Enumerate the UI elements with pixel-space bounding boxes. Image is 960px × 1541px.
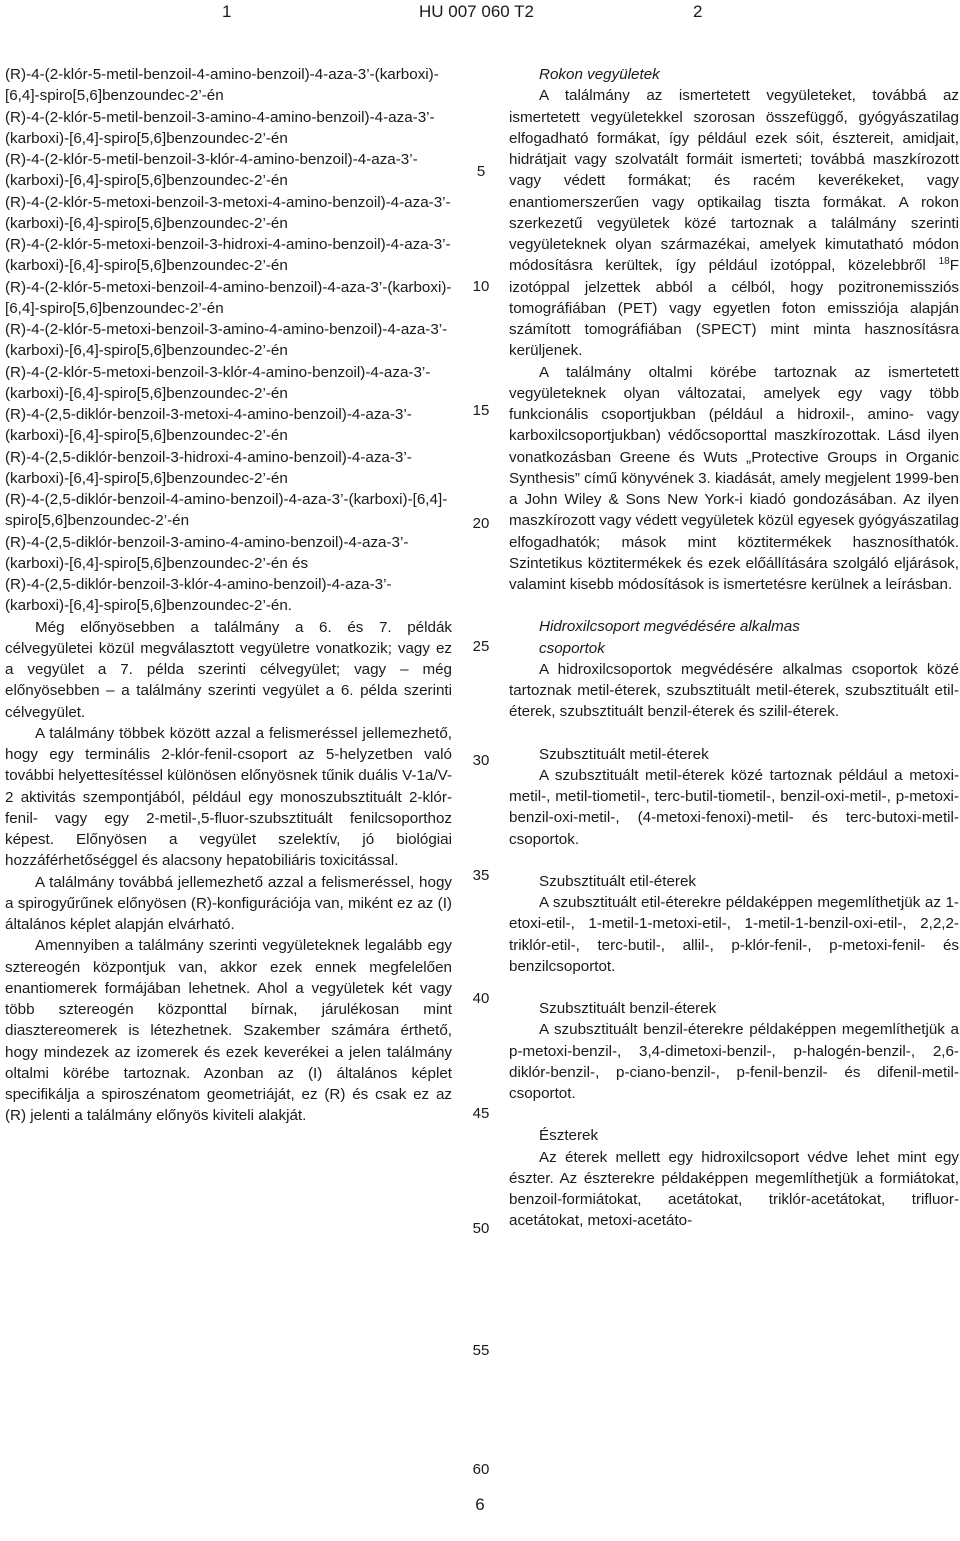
paragraph-protecting-groups: A találmány oltalmi körébe tartoznak az ismertetett vegyületeknek olyan változatai, amelyek egy vagy több funkcionális csoportjukban (például a hidroxil-, amino- vagy karboxilcsoportjukban) védőcsoporttal maszkírozottak. Lásd ilyen vonatkozásban Greene és Wuts „Protective Groups in Organic Synthesis” című könyvének 3. kiadását, amely megjelent 1999-ben a John Wiley & Sons New York-i kiadó gondozásában. Az ilyen maszkírozott vagy védett vegyületek közül egyesek gyógyászatilag elfogadhatók; mások mint köztitermékek hasznosíthatók. Szintetikus köztitermékek és ezek előállítására szolgáló eljárások, valamint kisebb módosítások is ismertetésre kerülnek a leírásban. — [509, 363, 959, 593]
page-number: 6 — [475, 1495, 485, 1514]
paragraph-benzyl-ethers: A szubsztituált benzil-éterekre példaképpen megemlíthetjük a p-metoxi-benzil-, 3,4-dimetoxi-benzil-, p-halogén-benzil-, 2,6-diklór-benzil-, p-ciano-benzil-, p-fenil-benzil- és difenil-metil-csoportot. — [509, 1021, 959, 1102]
paragraph-hydroxyl-groups: A hidroxilcsoportok megvédésére alkalmas csoportok közé tartoznak metil-éterek, szubsztituált metil-éterek, szubsztituált etil-éterek, szubsztituált benzil-éterek és szilil-éterek. — [509, 660, 959, 721]
paragraph-spiro-configuration: A találmány továbbá jellemezhető azzal a felismeréssel, hogy a spirogyűrűnek előnyösen (R)-konfigurációja van, miként ez az (I) általános képlet alapján elvárható. — [5, 873, 452, 933]
left-column — [5, 64, 452, 1127]
patent-number: HU 007 060 T2 — [419, 2, 534, 21]
compound-9: (R)-4-(2,5-diklór-benzoil-3-metoxi-4-amino-benzoil)-4-aza-3’-(karboxi)-[6,4]-spiro[5,6]benzoundec-2’-én — [5, 406, 412, 445]
line-number: 10 — [472, 278, 490, 295]
line-number: 25 — [472, 638, 490, 655]
paragraph-chlorophenyl: A találmány többek között azzal a felismeréssel jellemezhető, hogy egy terminális 2-klór-fenil-csoport az 5-helyzetben való további helyettesítéssel különösen előnyösnek tűnik duális V-1a/V-2 aktivitás szempontjából, például egy monoszubsztituált 2-klór-fenil- vagy egy 2-metil-,5-fluor-szubsztituált fenilcsoporthoz képest. Előnyösen a vegyület szelektív, jó biológiai hozzáférhetőséggel és alacsony hepatobiliáris toxicitással. — [5, 724, 452, 870]
paragraph-related-compounds: A találmány az ismertetett vegyületeket, továbbá az ismertetett vegyületekkel szorosan összefüggő, gyógyászatilag elfogadható formákat, így például ezek sóit, észtereit, amidjait, hidrátjait vagy szolvatált formáit ismerteti; továbbá maszkírozott vagy védett formákat; és racém keverékeket, vagy enantiomerszerűen vagy optikailag tiszta formákat. A rokon szerkezetű vegyületek közé tartoznak a találmány szerinti vegyületeknek olyan származékai, amelyek kimutatható módon módosításra kerültek, így például izotóppal, közelebbről $^{18}$F izotóppal jelzettek abból a célból, hogy pozitronemissziós tomográfiában (PET) vagy egyetlen foton emissziója alapján számított tomográfiában (SPECT) mint minta hasznosításra kerüljenek. — [509, 87, 959, 360]
line-number: 20 — [472, 515, 490, 532]
line-number: 40 — [472, 990, 490, 1007]
section-heading-methyl-ethers: Szubsztituált metil-éterek — [539, 745, 709, 763]
line-number: 60 — [472, 1461, 490, 1478]
compound-1: (R)-4-(2-klór-5-metil-benzoil-4-amino-benzoil)-4-aza-3’-(karboxi)-[6,4]-spiro[5,6]benzoundec-2’-én — [5, 66, 439, 105]
compound-4: (R)-4-(2-klór-5-metoxi-benzoil-3-metoxi-4-amino-benzoil)-4-aza-3’-(karboxi)-[6,4]-spiro[5,6]benzoundec-2’-én — [5, 193, 451, 232]
section-heading-hydroxyl-2: csoportok — [539, 639, 605, 657]
section-heading-esters: Észterek — [539, 1127, 599, 1145]
right-column-number: 2 — [693, 2, 703, 21]
line-number: 50 — [472, 1220, 490, 1237]
line-number: 15 — [472, 402, 490, 419]
paragraph-methyl-ethers: A szubsztituált metil-éterek közé tartoznak például a metoxi-metil-, metil-tiometil-, terc-butil-tiometil-, benzil-oxi-metil-, p-metoxi-benzil-oxi-metil-, (4-metoxi-fenoxi)-metil- és terc-butoxi-metil-csoportok. — [509, 766, 959, 848]
section-heading-related: Rokon vegyületek — [539, 66, 660, 83]
compound-10: (R)-4-(2,5-diklór-benzoil-3-hidroxi-4-amino-benzoil)-4-aza-3’-(karboxi)-[6,4]-spiro[5,6]benzoundec-2’-én — [5, 448, 412, 487]
compound-8: (R)-4-(2-klór-5-metoxi-benzoil-3-klór-4-amino-benzoil)-4-aza-3’-(karboxi)-[6,4]-spiro[5,6]benzoundec-2’-én — [5, 363, 431, 402]
compound-5: (R)-4-(2-klór-5-metoxi-benzoil-3-hidroxi-4-amino-benzoil)-4-aza-3’-(karboxi)-[6,4]-spiro[5,6]benzoundec-2’-én — [5, 236, 451, 275]
left-column-number: 1 — [222, 2, 232, 21]
compound-12: (R)-4-(2,5-diklór-benzoil-3-amino-4-amino-benzoil)-4-aza-3’-(karboxi)-[6,4]-spiro[5,6]benzoundec-2’-én és — [5, 533, 409, 572]
line-number: 30 — [472, 752, 490, 769]
section-heading-benzyl-ethers: Szubsztituált benzil-éterek — [539, 1000, 717, 1017]
compound-3: (R)-4-(2-klór-5-metil-benzoil-3-klór-4-amino-benzoil)-4-aza-3’-(karboxi)-[6,4]-spiro[5,6]benzoundec-2’-én — [5, 151, 418, 190]
paragraph-preferred-examples: Még előnyösebben a találmány a 6. és 7. példák célvegyületei közül megválasztott vegyületre vonatkozik; vagy ez a vegyület a 7. példa szerinti célvegyület; vagy – még előnyösebben – a találmány szerinti vegyület a 6. példa szerinti célvegyület. — [5, 618, 452, 721]
line-number: 45 — [472, 1105, 490, 1122]
compound-11: (R)-4-(2,5-diklór-benzoil-4-amino-benzoil)-4-aza-3’-(karboxi)-[6,4]-spiro[5,6]benzoundec-2’-én — [5, 491, 448, 530]
compound-6: (R)-4-(2-klór-5-metoxi-benzoil-4-amino-benzoil)-4-aza-3’-(karboxi)-[6,4]-spiro[5,6]benzoundec-2’-én — [5, 278, 452, 317]
right-column — [509, 64, 959, 1232]
section-heading-hydroxyl-1: Hidroxilcsoport megvédésére alkalmas — [539, 618, 800, 636]
compound-13: (R)-4-(2,5-diklór-benzoil-3-klór-4-amino-benzoil)-4-aza-3’-(karboxi)-[6,4]-spiro[5,6]benzoundec-2’-én. — [5, 576, 392, 615]
paragraph-ethyl-ethers: A szubsztituált etil-éterekre példaképpen megemlíthetjük az 1-etoxi-etil-, 1-metil-1-metoxi-etil-, 1-metil-1-benzil-oxi-etil-, 2,2,2-triklór-etil-, terc-butil-, allil-, p-klór-fenil-, p-metoxi-fenil- és benzilcsoportot. — [509, 894, 959, 975]
line-number: 5 — [476, 163, 486, 180]
line-number: 55 — [472, 1342, 490, 1359]
line-numbers — [462, 0, 502, 1541]
compound-2: (R)-4-(2-klór-5-metil-benzoil-3-amino-4-amino-benzoil)-4-aza-3’-(karboxi)-[6,4]-spiro[5,6]benzoundec-2’-én — [5, 108, 435, 147]
isotope-superscript: 18 — [938, 256, 950, 268]
paragraph-stereoisomers: Amennyiben a találmány szerinti vegyületeknek legalább egy sztereogén központjuk van, akkor ezek ennek megfelelően enantiomerek formájában lehetnek. Ahol a vegyületek két vagy több sztereogén központtal bírnak, járulékosan mint diasztereomerek is létezhetnek. Szakember számára érthető, hogy mindezek az izomerek és ezek keverékei a jelen találmány oltalmi körébe tartoznak. Azonban az (I) általános képlet specifikálja a spiroszénatom geometriáját, ez (R) és csak ez az (R) jelenti a találmány előnyös kiviteli alakját. — [5, 937, 452, 1125]
paragraph-esters: Az éterek mellett egy hidroxilcsoport védve lehet mint egy észter. Az észterekre példaképpen megemlíthetjük a formiátokat, benzoil-formiátokat, acetátokat, triklór-acetátokat, trifluor-acetátokat, metoxi-acetáto- — [509, 1148, 959, 1230]
line-number: 35 — [472, 867, 490, 884]
compound-7: (R)-4-(2-klór-5-metoxi-benzoil-3-amino-4-amino-benzoil)-4-aza-3’-(karboxi)-[6,4]-spiro[5,6]benzoundec-2’-én — [5, 321, 448, 360]
section-heading-ethyl-ethers: Szubsztituált etil-éterek — [539, 872, 697, 890]
